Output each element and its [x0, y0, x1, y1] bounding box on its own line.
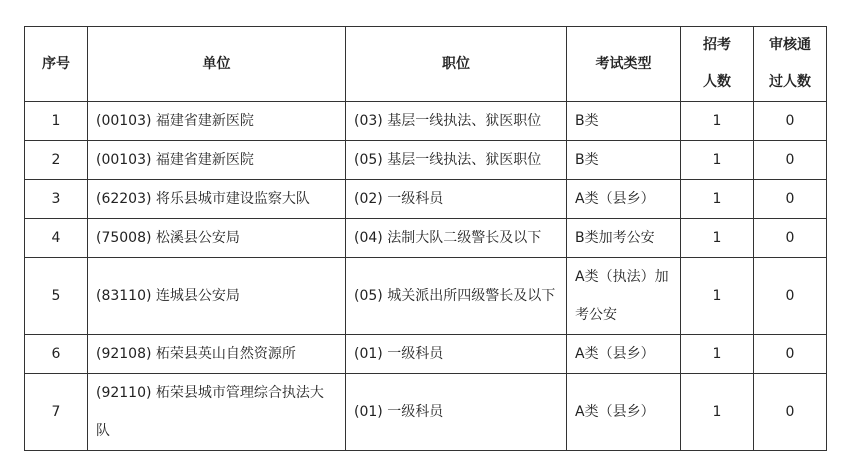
- cell-seq: 5: [25, 258, 88, 335]
- cell-exam-type: A类（执法）加考公安: [567, 258, 681, 335]
- cell-passed: 0: [754, 335, 827, 374]
- cell-recruit: 1: [681, 335, 754, 374]
- cell-exam-type: A类（县乡）: [567, 335, 681, 374]
- header-position: 职位: [346, 27, 567, 102]
- cell-unit: (83110) 连城县公安局: [88, 258, 346, 335]
- cell-seq: 3: [25, 180, 88, 219]
- cell-exam-type: A类（县乡）: [567, 180, 681, 219]
- cell-position: (01) 一级科员: [346, 335, 567, 374]
- cell-passed: 0: [754, 102, 827, 141]
- cell-unit: (00103) 福建省建新医院: [88, 141, 346, 180]
- table-row: [25, 335, 827, 374]
- cell-recruit: 1: [681, 258, 754, 335]
- cell-position: (05) 城关派出所四级警长及以下: [346, 258, 567, 335]
- cell-recruit: 1: [681, 102, 754, 141]
- cell-exam-type: B类: [567, 102, 681, 141]
- cell-unit: (00103) 福建省建新医院: [88, 102, 346, 141]
- table-row: [25, 258, 827, 335]
- cell-seq: 4: [25, 219, 88, 258]
- cell-exam-type: B类: [567, 141, 681, 180]
- header-recruit-line1: 招考: [703, 37, 731, 53]
- table-row: [25, 102, 827, 141]
- cell-position: (01) 一级科员: [346, 374, 567, 451]
- cell-seq: 2: [25, 141, 88, 180]
- cell-passed: 0: [754, 219, 827, 258]
- table-row: [25, 374, 827, 451]
- cell-position: (05) 基层一线执法、狱医职位: [346, 141, 567, 180]
- cell-recruit: 1: [681, 141, 754, 180]
- cell-passed: 0: [754, 374, 827, 451]
- cell-unit: (92110) 柘荣县城市管理综合执法大队: [88, 374, 346, 451]
- cell-seq: 7: [25, 374, 88, 451]
- cell-position: (02) 一级科员: [346, 180, 567, 219]
- cell-seq: 1: [25, 102, 88, 141]
- header-exam-type: 考试类型: [567, 27, 681, 102]
- cell-position: (03) 基层一线执法、狱医职位: [346, 102, 567, 141]
- cell-recruit: 1: [681, 180, 754, 219]
- header-recruit-count: [681, 27, 754, 102]
- cell-passed: 0: [754, 141, 827, 180]
- header-passed-count: [754, 27, 827, 102]
- cell-unit: (92108) 柘荣县英山自然资源所: [88, 335, 346, 374]
- table-row: [25, 180, 827, 219]
- cell-position: (04) 法制大队二级警长及以下: [346, 219, 567, 258]
- header-seq: 序号: [25, 27, 88, 102]
- cell-seq: 6: [25, 335, 88, 374]
- header-passed-line2: 过人数: [769, 74, 811, 90]
- cell-unit: (62203) 将乐县城市建设监察大队: [88, 180, 346, 219]
- recruitment-review-table: [24, 26, 827, 451]
- cell-unit: (75008) 松溪县公安局: [88, 219, 346, 258]
- cell-recruit: 1: [681, 219, 754, 258]
- header-unit: 单位: [88, 27, 346, 102]
- table-row: [25, 219, 827, 258]
- cell-passed: 0: [754, 180, 827, 219]
- cell-exam-type: B类加考公安: [567, 219, 681, 258]
- header-recruit-line2: 人数: [703, 74, 731, 90]
- cell-exam-type: A类（县乡）: [567, 374, 681, 451]
- header-row: [25, 27, 827, 102]
- header-passed-line1: 审核通: [769, 37, 811, 53]
- cell-recruit: 1: [681, 374, 754, 451]
- cell-passed: 0: [754, 258, 827, 335]
- table-row: [25, 141, 827, 180]
